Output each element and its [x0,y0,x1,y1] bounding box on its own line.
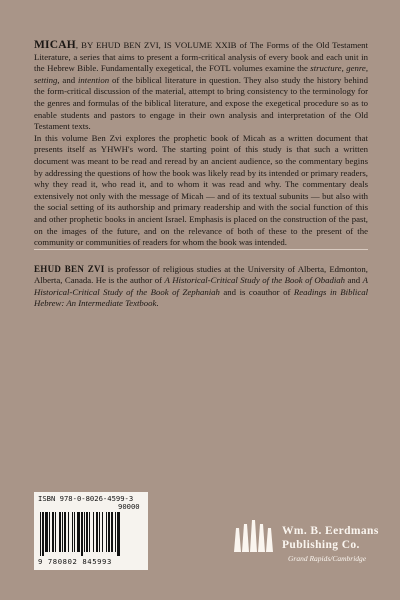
publisher-city: Grand Rapids/Cambridge [288,554,367,563]
publisher-name-line2: Publishing Co. [282,539,360,551]
publisher-name-line1: Wm. B. Eerdmans [282,525,379,537]
divider [34,249,368,250]
author-volume-lead: , BY EHUD BEN ZVI, IS VOLUME XXIB [75,40,237,50]
barcode-bars [38,512,146,556]
publisher-imprint [232,516,379,576]
isbn-number: ISBN 978-0-8026-4599-3 [38,494,134,503]
eerdmans-logo-icon [232,518,276,554]
series-description: MICAH, BY EHUD BEN ZVI, IS VOLUME XXIB of The Forms of the Old Testament Literature, a series that aims to present a form-critical analysis of every book and each unit in the Hebrew Bible. Fundamentally exegetical, the FOTL volumes examine the structure, genre, setting, and intention of the biblical literature in question. They also study the history behind the form-critical discussion of the material, attempt to bring consistency to the terminology for the genres and formulas of the biblical literature, and expose the exegetical procedure so as to enable students and pastors to engage in their own analysis and interpretation of the Old Testament texts. [34,39,369,132]
barcode-digits: 9 780802 845993 [38,557,112,566]
price-code: 90000 [118,502,140,511]
book-title-lead: MICAH [34,39,76,51]
isbn-barcode [34,492,148,570]
author-name: EHUD BEN ZVI [34,263,105,274]
volume-description: In this volume Ben Zvi explores the prophetic book of Micah as a written document that presents itself as YHWH's word. The starting point of this study is that such a written document was meant to be read and reread by an ancient audience, so the commentary begins by addressing the questions of how the book was likely read by its intended or primary readers, why they read it, who read it, and to whom it was read and why. The commentary deals extensively not only with the message of Micah — and of its textual subunits — but also with the social setting of its authorship and primary readership and with the social function of this and other prophetic books in ancient Israel. Emphasis is placed on the construction of the past, on the images of the future, and on the relevance of both of these to the present of the community or communities of readers for whom the book was intended. [34,132,368,248]
blurb [34,40,368,310]
author-bio: EHUD BEN ZVI is professor of religious studies at the University of Alberta, Edmonton, Alberta, Canada. He is the author of A Historical-Critical Study of the Book of Obadiah and A Historical-Critical Study of the Book of Zephaniah and is coauthor of Readings in Biblical Hebrew: An Intermediate Textbook. [34,263,369,309]
